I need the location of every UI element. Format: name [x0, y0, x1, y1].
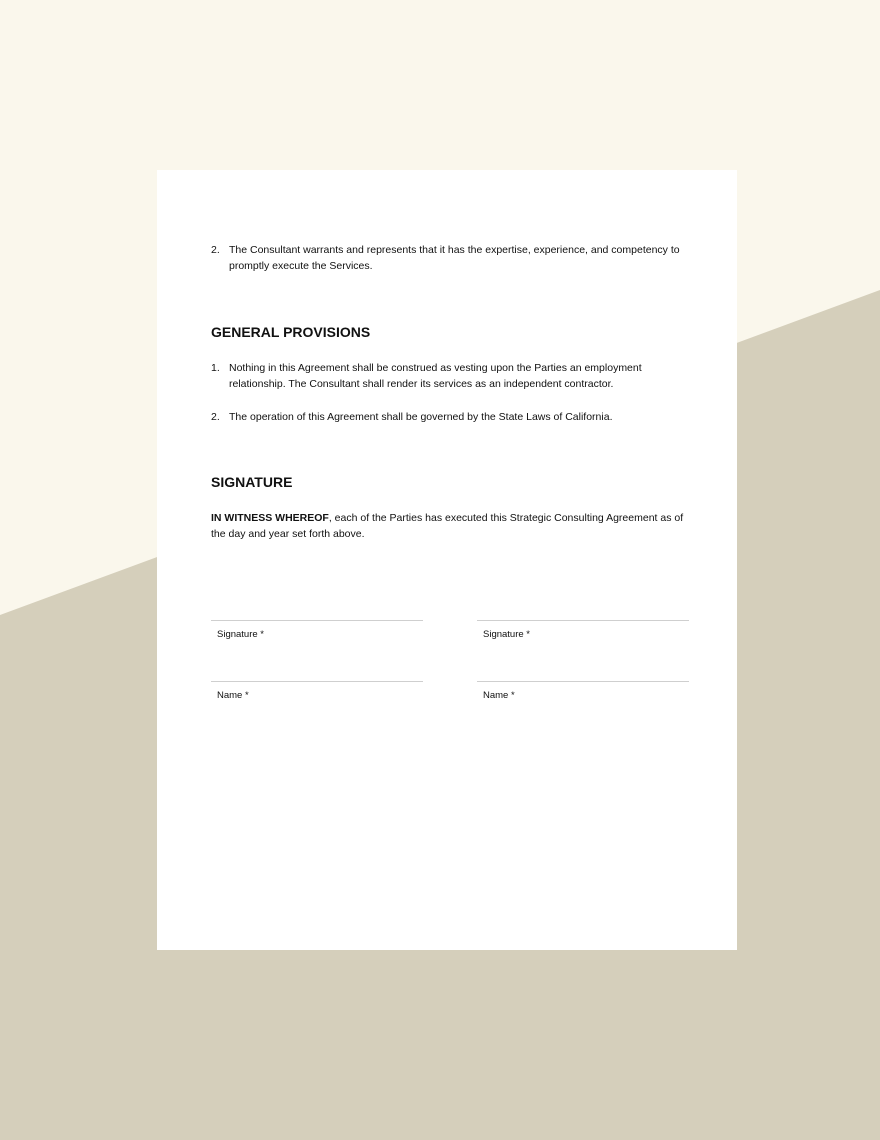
- item-number: 2.: [211, 411, 220, 423]
- witness-bold: IN WITNESS WHEREOF: [211, 512, 329, 524]
- item-number: 2.: [211, 244, 220, 256]
- signature-label: Signature *: [483, 629, 531, 640]
- witness-paragraph: [211, 510, 691, 542]
- item-number: 1.: [211, 362, 220, 374]
- signature-label: Signature *: [217, 629, 265, 640]
- signature-line: [477, 620, 689, 621]
- item-text: Nothing in this Agreement shall be construed as vesting upon the Parties an employment relationship. The Consultant shall render its services as an independent contractor.: [229, 362, 642, 390]
- name-line: [477, 681, 689, 682]
- section-heading-signature: SIGNATURE: [211, 474, 293, 490]
- item-text: The operation of this Agreement shall be governed by the State Laws of California.: [229, 411, 613, 423]
- document-page: [157, 170, 737, 950]
- section-heading-general-provisions: GENERAL PROVISIONS: [211, 324, 371, 340]
- list-item: [211, 242, 691, 274]
- item-text: The Consultant warrants and represents that it has the expertise, experience, and competency to promptly execute the Services.: [229, 244, 680, 272]
- list-item: [211, 360, 691, 392]
- name-label: Name *: [483, 690, 515, 701]
- name-line: [211, 681, 423, 682]
- witness-text: , each of the Parties has executed this Strategic Consulting Agreement as of the day and year set forth above.: [211, 512, 684, 540]
- signature-line: [211, 620, 423, 621]
- name-label: Name *: [217, 690, 249, 701]
- list-item: [211, 409, 691, 425]
